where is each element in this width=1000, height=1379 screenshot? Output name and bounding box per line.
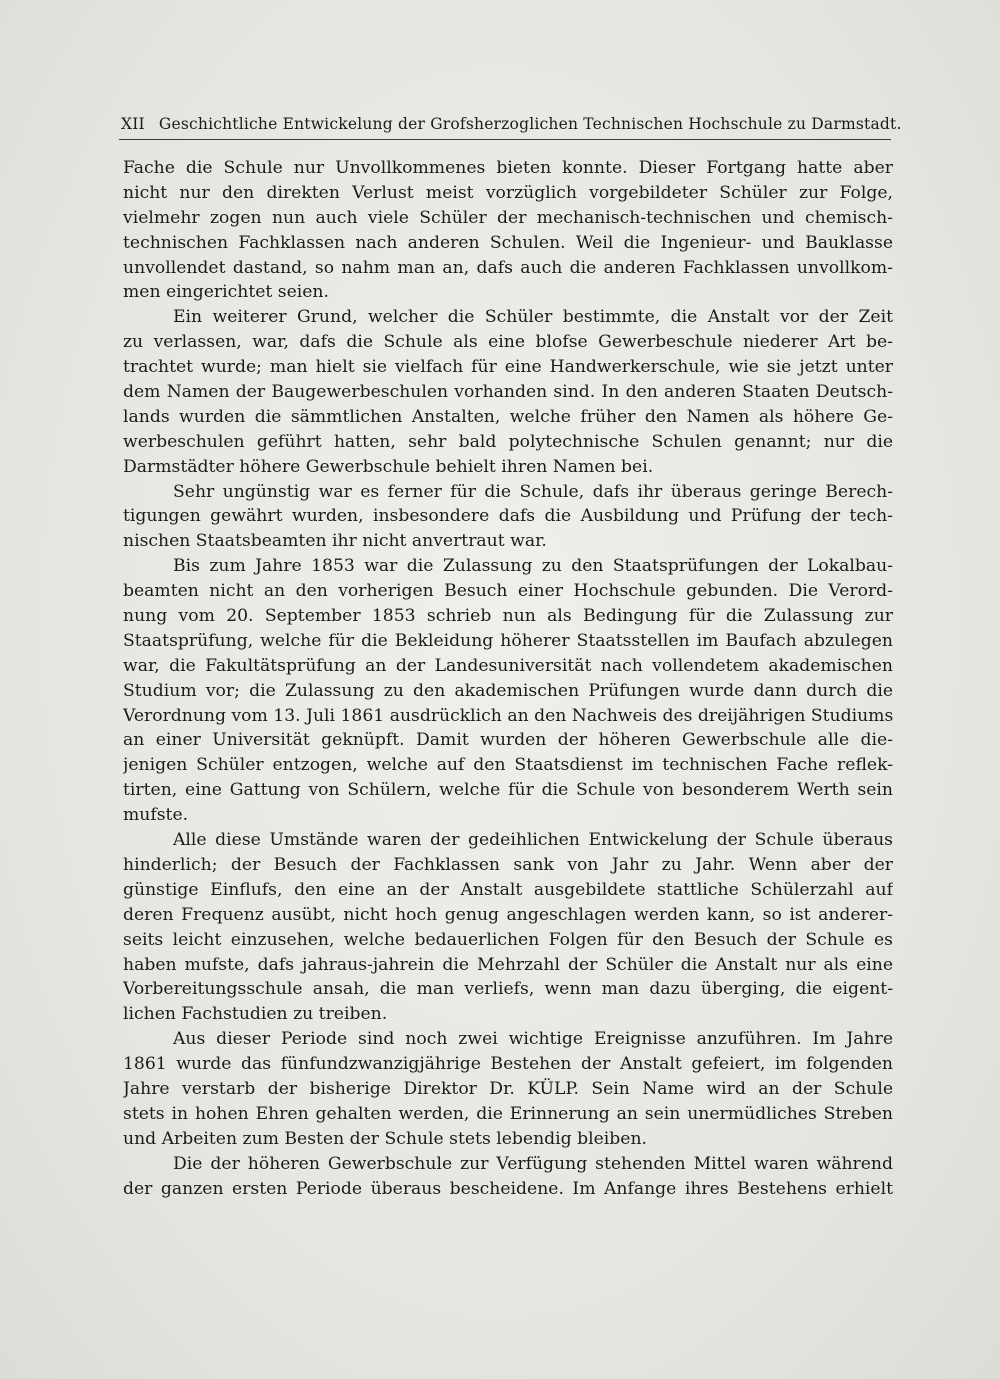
text-line: zu verlassen, war, dafs die Schule als eine blofse Gewerbeschule niederer Art be- <box>123 332 893 353</box>
text-line: nicht nur den direkten Verlust meist vorzüglich vorgebildeter Schüler zur Folge, <box>123 182 893 203</box>
text-line: der ganzen ersten Periode überaus bescheidene. Im Anfange ihres Bestehens erhielt <box>123 1178 893 1199</box>
text-line: dem Namen der Baugewerbeschulen vorhanden sind. In den anderen Staaten Deutsch- <box>123 382 893 403</box>
text-line: an einer Universität geknüpft. Damit wurden der höheren Gewerbschule alle die- <box>123 730 893 751</box>
running-title: Geschichtliche Entwickelung der Grofsherzoglichen Technischen Hochschule zu Darmstadt. <box>158 115 902 133</box>
text-line: lichen Fachstudien zu treiben. <box>123 1004 388 1025</box>
text-line: Aus dieser Periode sind noch zwei wichtige Ereignisse anzuführen. Im Jahre <box>173 1029 893 1050</box>
text-line: günstige Einflufs, den eine an der Anstalt ausgebildete stattliche Schülerzahl auf <box>123 879 893 900</box>
text-line: jenigen Schüler entzogen, welche auf den Staatsdienst im technischen Fache reflek- <box>123 755 893 776</box>
text-line: 1861 wurde das fünfundzwanzigjährige Bestehen der Anstalt gefeiert, im folgenden <box>123 1054 893 1075</box>
text-line: Vorbereitungsschule ansah, die man verliefs, wenn man dazu überging, die eigent- <box>123 979 893 1000</box>
text-line: men eingerichtet seien. <box>123 282 329 303</box>
text-line: Bis zum Jahre 1853 war die Zulassung zu den Staatsprüfungen der Lokalbau- <box>173 556 893 577</box>
paragraph <box>123 156 893 305</box>
paragraph <box>123 480 893 555</box>
paragraph <box>123 1027 893 1151</box>
text-line: lands wurden die sämmtlichen Anstalten, welche früher den Namen als höhere Ge- <box>123 406 893 427</box>
text-line: tigungen gewährt wurden, insbesondere dafs die Ausbildung und Prüfung der tech- <box>123 506 893 527</box>
text-line: Studium vor; die Zulassung zu den akademischen Prüfungen wurde dann durch die <box>123 680 893 701</box>
text-line: nischen Staatsbeamten ihr nicht anvertraut war. <box>123 531 547 552</box>
paragraph <box>123 554 893 828</box>
text-line: technischen Fachklassen nach anderen Schulen. Weil die Ingenieur- und Bauklasse <box>123 232 893 253</box>
text-line: nung vom 20. September 1853 schrieb nun als Bedingung für die Zulassung zur <box>123 606 893 627</box>
text-line: Sehr ungünstig war es ferner für die Schule, dafs ihr überaus geringe Berech- <box>173 481 893 502</box>
paragraph <box>123 1152 893 1202</box>
text-line: Die der höheren Gewerbschule zur Verfügung stehenden Mittel waren während <box>173 1153 893 1174</box>
text-line: Darmstädter höhere Gewerbschule behielt ihren Namen bei. <box>123 456 654 477</box>
paragraph <box>123 828 893 1027</box>
text-line: beamten nicht an den vorherigen Besuch einer Hochschule gebunden. Die Verord- <box>123 581 893 602</box>
text-line: trachtet wurde; man hielt sie vielfach für eine Handwerkerschule, wie sie jetzt unter <box>123 357 893 378</box>
text-line: seits leicht einzusehen, welche bedauerlichen Folgen für den Besuch der Schule es <box>123 929 893 950</box>
text-line: tirten, eine Gattung von Schülern, welche für die Schule von besonderem Werth sein <box>123 780 893 801</box>
header-rule <box>119 139 891 140</box>
text-line: Jahre verstarb der bisherige Direktor Dr. KÜLP. Sein Name wird an der Schule <box>123 1078 893 1099</box>
text-line: Verordnung vom 13. Juli 1861 ausdrücklich an den Nachweis des dreijährigen Studiums <box>123 705 893 726</box>
paragraph <box>123 305 893 479</box>
text-line: haben mufste, dafs jahraus-jahrein die Mehrzahl der Schüler die Anstalt nur als eine <box>123 954 893 975</box>
text-line: stets in hohen Ehren gehalten werden, die Erinnerung an sein unermüdliches Streben <box>123 1103 893 1124</box>
text-line: Fache die Schule nur Unvollkommenes bieten konnte. Dieser Fortgang hatte aber <box>123 158 893 178</box>
text-line: Alle diese Umstände waren der gedeihlichen Entwickelung der Schule überaus <box>173 830 893 851</box>
text-line: war, die Fakultätsprüfung an der Landesuniversität nach vollendetem akademischen <box>123 655 893 676</box>
text-line: Staatsprüfung, welche für die Bekleidung höherer Staatsstellen im Baufach abzulegen <box>123 630 893 651</box>
text-line: vielmehr zogen nun auch viele Schüler der mechanisch-technischen und chemisch- <box>123 207 893 228</box>
text-line: werbeschulen geführt hatten, sehr bald polytechnische Schulen genannt; nur die <box>123 431 893 452</box>
text-line: unvollendet dastand, so nahm man an, dafs auch die anderen Fachklassen unvollkom- <box>123 257 893 278</box>
text-line: mufste. <box>123 805 189 826</box>
text-line: und Arbeiten zum Besten der Schule stets lebendig bleiben. <box>123 1128 648 1149</box>
running-header <box>121 112 902 136</box>
page-number: XII <box>121 115 145 133</box>
text-line: Ein weiterer Grund, welcher die Schüler bestimmte, die Anstalt vor der Zeit <box>173 307 893 328</box>
text-line: deren Frequenz ausübt, nicht hoch genug angeschlagen werden kann, so ist anderer- <box>123 904 893 925</box>
text-line: hinderlich; der Besuch der Fachklassen sank von Jahr zu Jahr. Wenn aber der <box>123 854 893 875</box>
body-text <box>123 156 893 1201</box>
